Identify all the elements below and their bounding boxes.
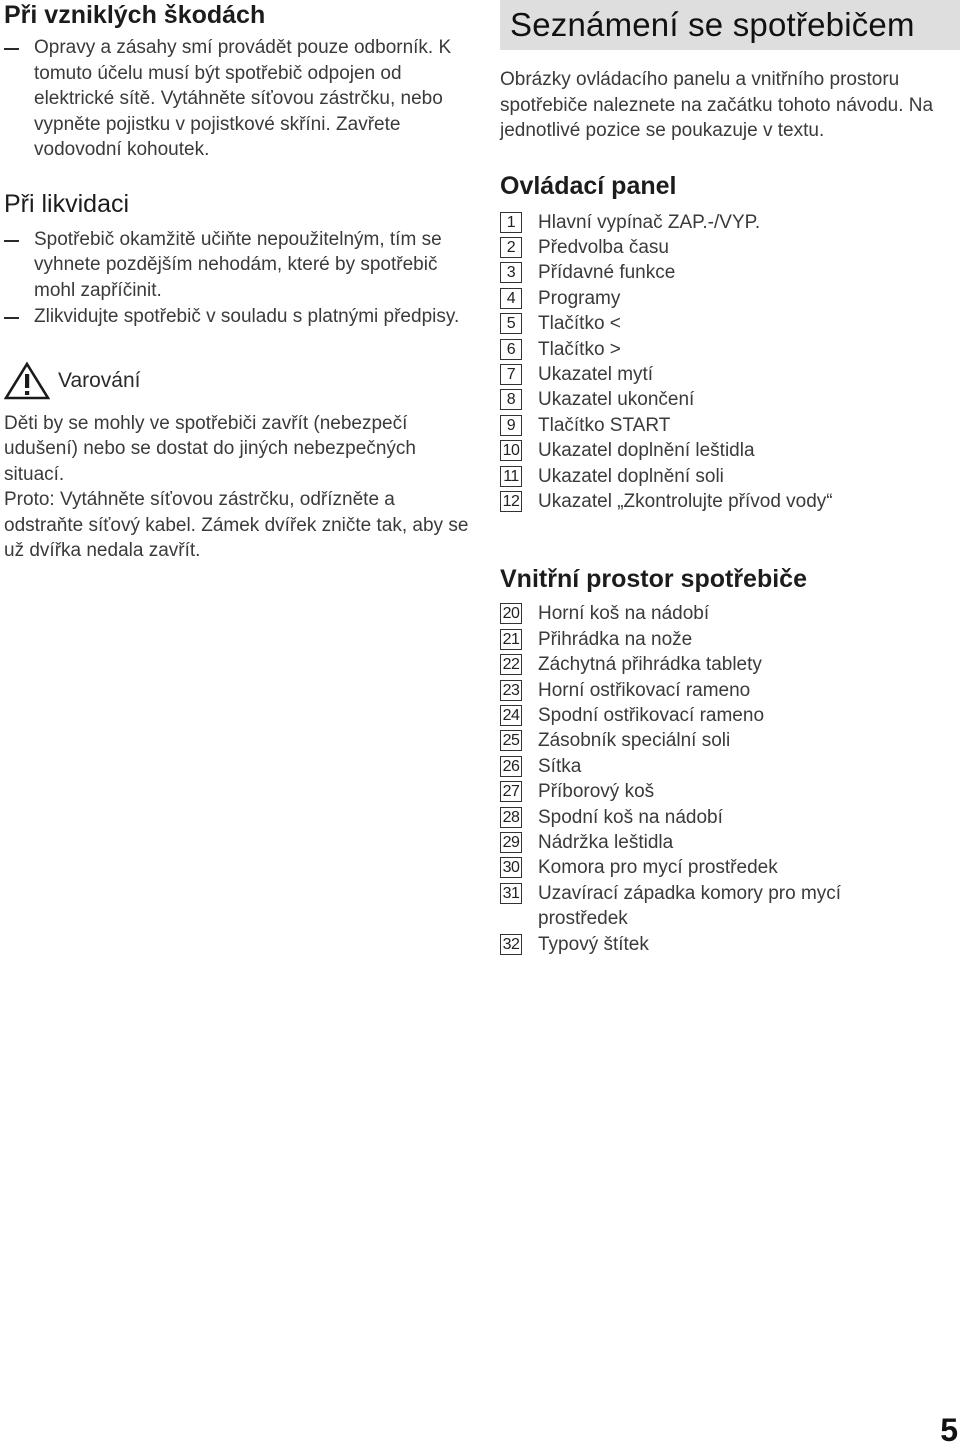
number-box: 27 (500, 781, 522, 802)
list-item: 5 Tlačítko < (500, 311, 960, 336)
list-item: 25 Zásobník speciální soli (500, 728, 960, 753)
number-box: 12 (500, 491, 522, 512)
list-item: 27 Příborový koš (500, 779, 960, 804)
number-box: 1 (500, 212, 522, 233)
number-box: 10 (500, 440, 522, 461)
list-item: Spotřebič okamžitě učiňte nepoužitelným, tím se vyhnete pozdějším nehodám, které by spotřebič mohl zapříčinit. (4, 227, 464, 304)
number-box: 8 (500, 389, 522, 410)
number-box: 4 (500, 288, 522, 309)
list-item: 6 Tlačítko > (500, 337, 960, 362)
number-box: 9 (500, 415, 522, 436)
number-box: 24 (500, 705, 522, 726)
interior-list (500, 601, 960, 957)
number-box: 31 (500, 883, 522, 904)
warning-paragraph-1: Děti by se mohly ve spotřebiči zavřít (nebezpečí udušení) nebo se dostat do jiných nebezpečných situací. (4, 412, 416, 485)
list-item: 31 Uzavírací západka komory pro mycí prostředek (500, 881, 960, 932)
list-item: 21 Přihrádka na nože (500, 627, 960, 652)
list-item: 22 Záchytná přihrádka tablety (500, 652, 960, 677)
list-item: 9 Tlačítko START (500, 413, 960, 438)
number-box: 2 (500, 237, 522, 258)
list-item: 12 Ukazatel „Zkontrolujte přívod vody“ (500, 489, 960, 514)
number-box: 21 (500, 629, 522, 650)
number-box: 6 (500, 339, 522, 360)
control-panel-heading: Ovládací panel (500, 171, 677, 200)
warning-header (4, 361, 474, 401)
control-panel-list (500, 210, 960, 515)
list-item: Opravy a zásahy smí provádět pouze odborník. K tomuto účelu musí být spotřebič odpojen od elektrické sítě. Vytáhněte síťovou zástrčku, nebo vypněte pojistku v pojistkové skříni. Zavřete vodovodní kohoutek. (4, 35, 454, 163)
number-box: 23 (500, 680, 522, 701)
warning-heading: Varování (58, 368, 141, 392)
interior-heading: Vnitřní prostor spotřebiče (500, 565, 807, 594)
list-item: 1 Hlavní vypínač ZAP.-/VYP. (500, 210, 960, 235)
number-box: 28 (500, 807, 522, 828)
disposal-heading: Při likvidaci (4, 189, 130, 218)
number-box: 25 (500, 730, 522, 751)
intro-paragraph: Obrázky ovládacího panelu a vnitřního prostoru spotřebiče naleznete na začátku tohoto návodu. Na jednotlivé pozice se poukazuje v textu. (500, 69, 934, 141)
list-item: 30 Komora pro mycí prostředek (500, 855, 960, 880)
number-box: 30 (500, 857, 522, 878)
warning-paragraph-2: Proto: Vytáhněte síťovou zástrčku, odřízněte a odstraňte síťový kabel. Zámek dvířek zničte tak, aby se už dvířka nedala zavřít. (4, 489, 469, 561)
right-column (500, 0, 960, 957)
section-title: Seznámení se spotřebičem (500, 0, 960, 50)
number-box: 22 (500, 654, 522, 675)
left-column (4, 0, 474, 564)
list-item: 11 Ukazatel doplnění soli (500, 464, 960, 489)
damage-heading: Při vzniklých škodách (4, 1, 266, 29)
list-item: 3 Přídavné funkce (500, 260, 960, 285)
number-box: 29 (500, 832, 522, 853)
list-item: 8 Ukazatel ukončení (500, 387, 960, 412)
number-box: 26 (500, 756, 522, 777)
warning-triangle-icon (4, 361, 50, 401)
list-item: 10 Ukazatel doplnění leštidla (500, 438, 960, 463)
list-item: 20 Horní koš na nádobí (500, 601, 960, 626)
number-box: 7 (500, 364, 522, 385)
number-box: 5 (500, 313, 522, 334)
disposal-list (4, 227, 464, 330)
list-item: 28 Spodní koš na nádobí (500, 805, 960, 830)
list-item: 7 Ukazatel mytí (500, 362, 960, 387)
list-item: 4 Programy (500, 286, 960, 311)
list-item: 23 Horní ostřikovací rameno (500, 678, 960, 703)
number-box: 3 (500, 262, 522, 283)
damage-list (4, 35, 454, 163)
page-number: 5 (940, 1412, 958, 1448)
number-box: 11 (500, 466, 522, 487)
list-item: 24 Spodní ostřikovací rameno (500, 703, 960, 728)
number-box: 20 (500, 603, 522, 624)
list-item: Zlikvidujte spotřebič v souladu s platnými předpisy. (4, 304, 464, 330)
number-box: 32 (500, 934, 522, 955)
list-item: 29 Nádržka leštidla (500, 830, 960, 855)
list-item: 2 Předvolba času (500, 235, 960, 260)
list-item: 26 Sítka (500, 754, 960, 779)
list-item: 32 Typový štítek (500, 932, 960, 957)
